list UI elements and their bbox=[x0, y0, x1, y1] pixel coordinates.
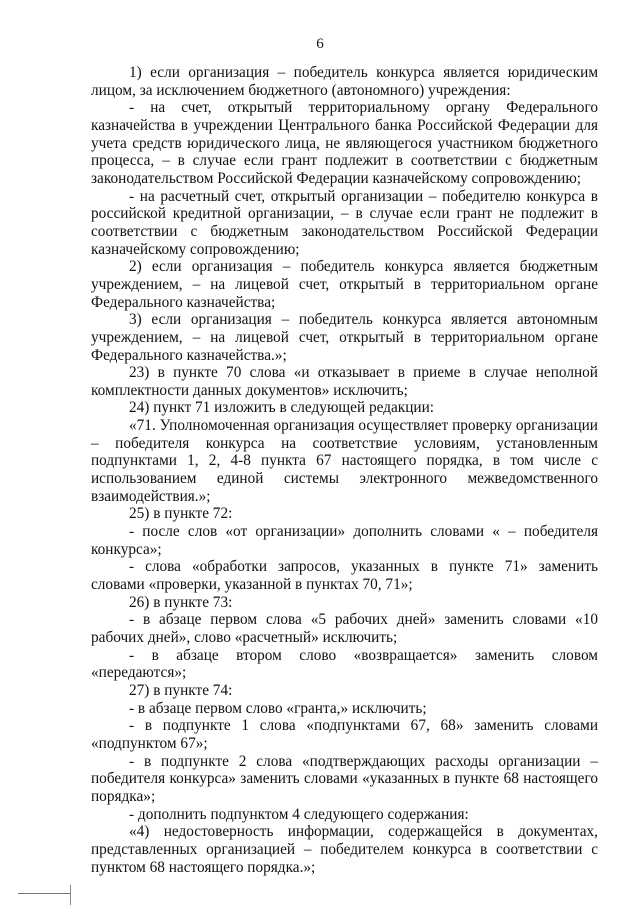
paragraph-2: - на счет, открытый территориальному органу Федерального казначейства в учреждении Центрального банка Российской Федерации для учета средств юридического лица, не являющегося участником бюджетного процесса, – в случае если грант подлежит в соответствии с бюджетным законодательством Российской Федерации казначейскому сопровождению; bbox=[91, 99, 598, 187]
paragraph-3: - на расчетный счет, открытый организации – победителю конкурса в российской кредитной организации, – в случае если грант не подлежит в соответствии с бюджетным законодательством Российской Федерации казначейскому сопровождению; bbox=[91, 187, 598, 258]
paragraph-9: 25) в пункте 72: bbox=[129, 505, 233, 523]
paragraph-15: 27) в пункте 74: bbox=[129, 681, 233, 699]
paragraph-4: 2) если организация – победитель конкурса является бюджетным учреждением, – на лицевой счет, открытый в территориальном органе Федерального казначейства; bbox=[91, 258, 598, 311]
paragraph-5: 3) если организация – победитель конкурса является автономным учреждением, – на лицевой счет, открытый в территориальном органе Федерального казначейства.»; bbox=[91, 311, 598, 364]
paragraph-18: - в подпункте 2 слова «подтверждающих расходы организации – победителя конкурса» заменить словами «указанных в пункте 68 настоящего порядка»; bbox=[91, 752, 598, 805]
paragraph-1: 1) если организация – победитель конкурса является юридическим лицом, за исключением бюджетного (автономного) учреждения: bbox=[91, 64, 598, 99]
page-number: 6 bbox=[316, 36, 324, 52]
paragraph-7: 24) пункт 71 изложить в следующей редакции: bbox=[129, 399, 435, 417]
document-body bbox=[91, 64, 598, 876]
paragraph-8: «71. Уполномоченная организация осуществляет проверку организации – победителя конкурса на соответствие условиям, установленным подпунктами 1, 2, 4-8 пункта 67 настоящего порядка, в том числе с использованием единой системы электронного межведомственного взаимодействия.»; bbox=[91, 417, 598, 505]
paragraph-17: - в подпункте 1 слова «подпунктами 67, 68» заменить словами «подпунктом 67»; bbox=[91, 717, 598, 752]
paragraph-19: - дополнить подпунктом 4 следующего содержания: bbox=[129, 805, 469, 823]
paragraph-10: - после слов «от организации» дополнить словами « – победителя конкурса»; bbox=[91, 523, 598, 558]
footer-rule bbox=[18, 893, 70, 894]
paragraph-20: «4) недостоверность информации, содержащейся в документах, представленных организацией – победителем конкурса в соответствии с пунктом 68 настоящего порядка.»; bbox=[91, 823, 598, 876]
paragraph-16: - в абзаце первом слово «гранта,» исключить; bbox=[129, 699, 427, 717]
scan-edge-mark bbox=[70, 885, 71, 905]
paragraph-12: 26) в пункте 73: bbox=[129, 593, 233, 611]
paragraph-13: - в абзаце первом слова «5 рабочих дней» заменить словами «10 рабочих дней», слово «расчетный» исключить; bbox=[91, 611, 598, 646]
paragraph-6: 23) в пункте 70 слова «и отказывает в приеме в случае неполной комплектности данных документов» исключить; bbox=[91, 364, 598, 399]
paragraph-11: - слова «обработки запросов, указанных в пункте 71» заменить словами «проверки, указанной в пунктах 70, 71»; bbox=[91, 558, 598, 594]
paragraph-14: - в абзаце втором слово «возвращается» заменить словом «передаются»; bbox=[91, 646, 598, 682]
